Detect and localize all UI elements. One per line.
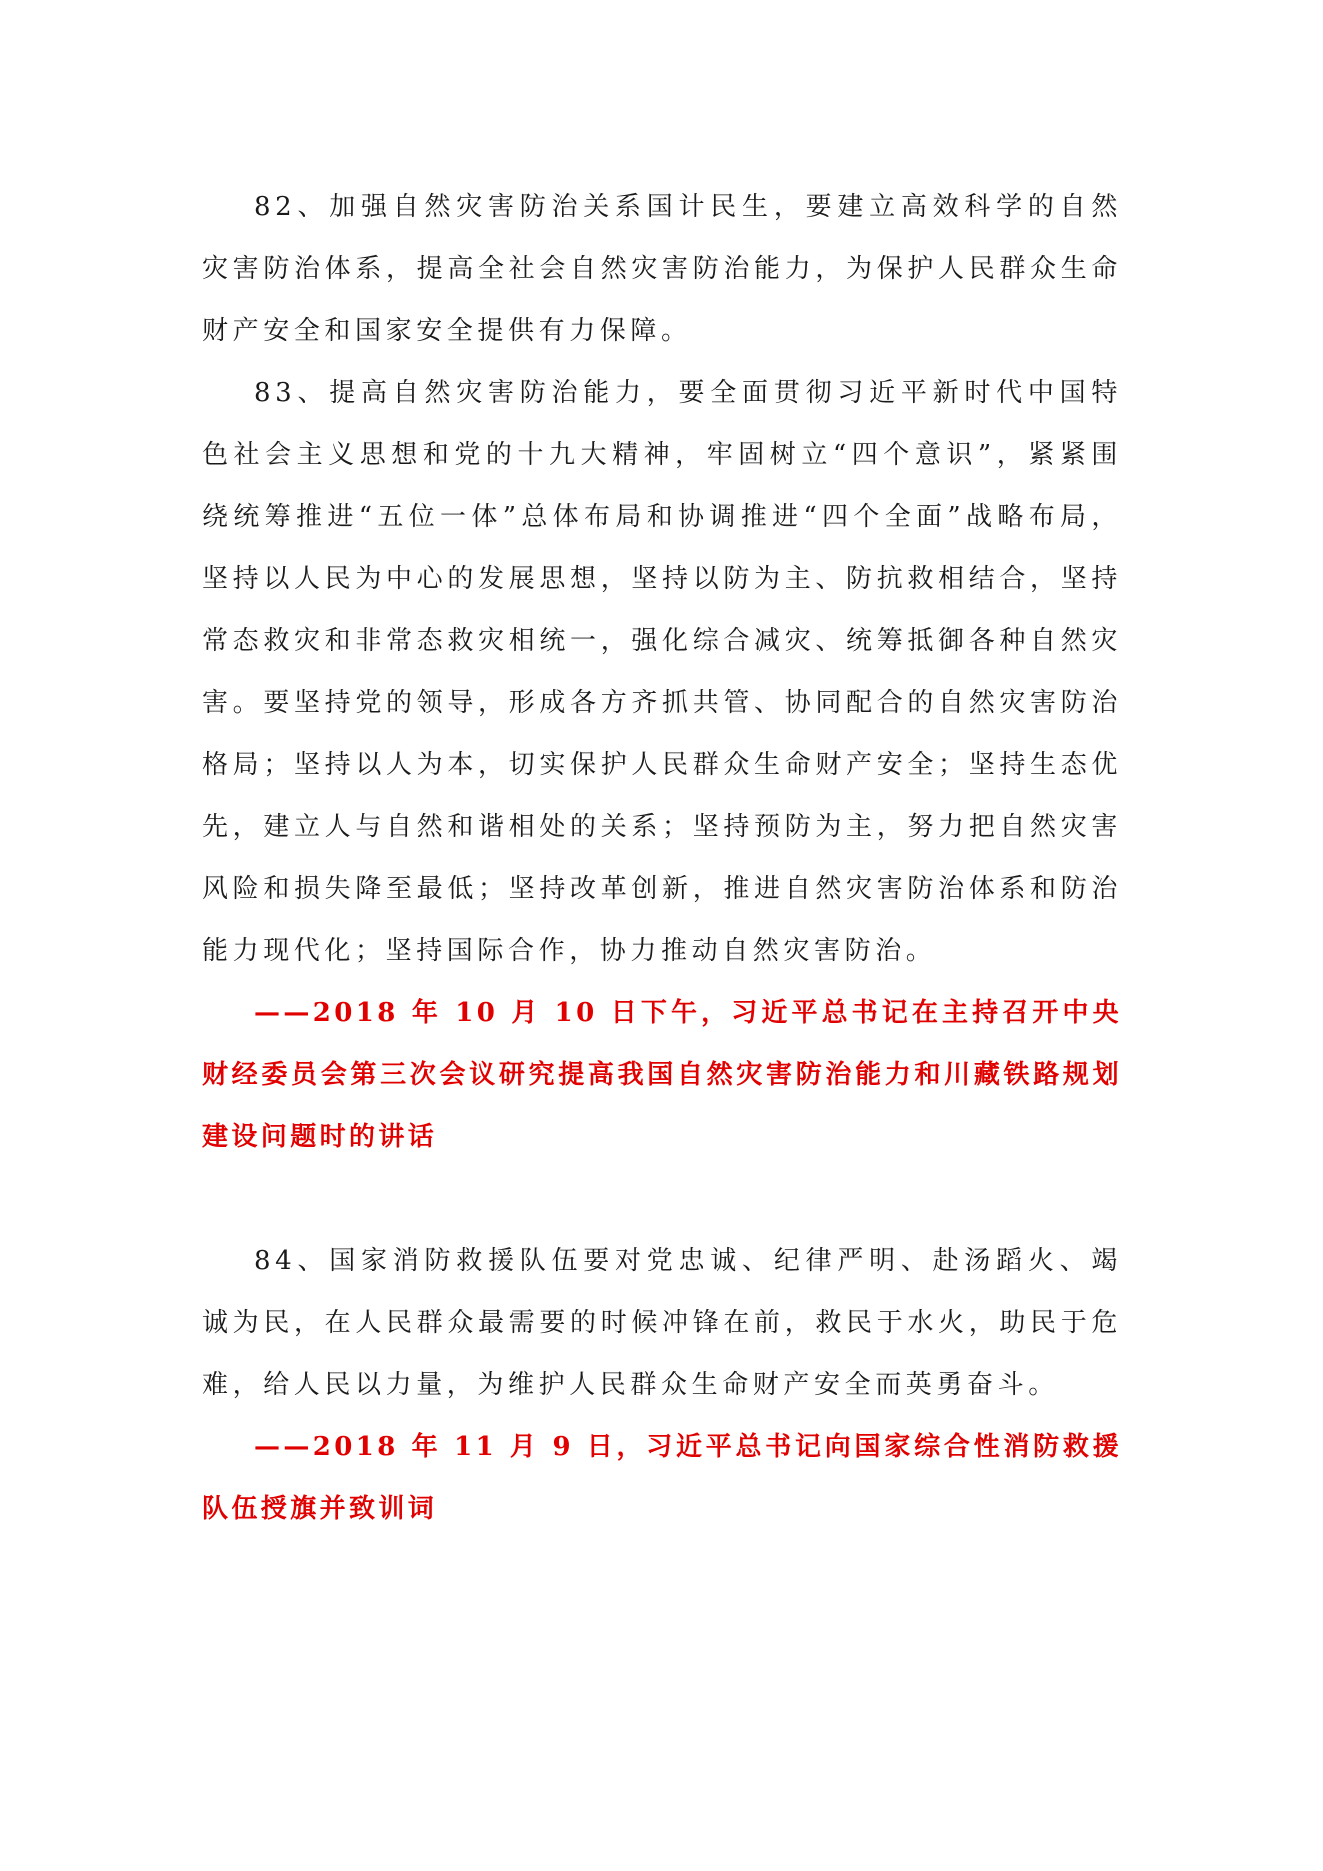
quote-paragraph-82: 82、加强自然灾害防治关系国计民生，要建立高效科学的自然灾害防治体系，提高全社会自然灾害防治能力，为保护人民群众生命财产安全和国家安全提供有力保障。 [202, 192, 1122, 346]
quote-paragraph-83: 83、提高自然灾害防治能力，要全面贯彻习近平新时代中国特色社会主义思想和党的十九大精神，牢固树立“四个意识”，紧紧围绕统筹推进“五位一体”总体布局和协调推进“四个全面”战略布局，坚持以人民为中心的发展思想，坚持以防为主、防抗救相结合，坚持常态救灾和非常态救灾相统一，强化综合减灾、统筹抵御各种自然灾害。要坚持党的领导，形成各方齐抓共管、协同配合的自然灾害防治格局；坚持以人为本，切实保护人民群众生命财产安全；坚持生态优先，建立人与自然和谐相处的关系；坚持预防为主，努力把自然灾害风险和损失降至最低；坚持改革创新，推进自然灾害防治体系和防治能力现代化；坚持国际合作，协力推动自然灾害防治。 [202, 378, 1122, 966]
section-spacer [202, 1168, 1122, 1230]
source-citation-2: ——2018 年 11 月 9 日，习近平总书记向国家综合性消防救援队伍授旗并致训词 [202, 1432, 1122, 1524]
document-body [202, 176, 1122, 1540]
source-citation-1: ——2018 年 10 月 10 日下午，习近平总书记在主持召开中央财经委员会第三次会议研究提高我国自然灾害防治能力和川藏铁路规划建设问题时的讲话 [202, 998, 1122, 1152]
quote-paragraph-84: 84、国家消防救援队伍要对党忠诚、纪律严明、赴汤蹈火、竭诚为民，在人民群众最需要的时候冲锋在前，救民于水火，助民于危难，给人民以力量，为维护人民群众生命财产安全而英勇奋斗。 [202, 1246, 1122, 1400]
